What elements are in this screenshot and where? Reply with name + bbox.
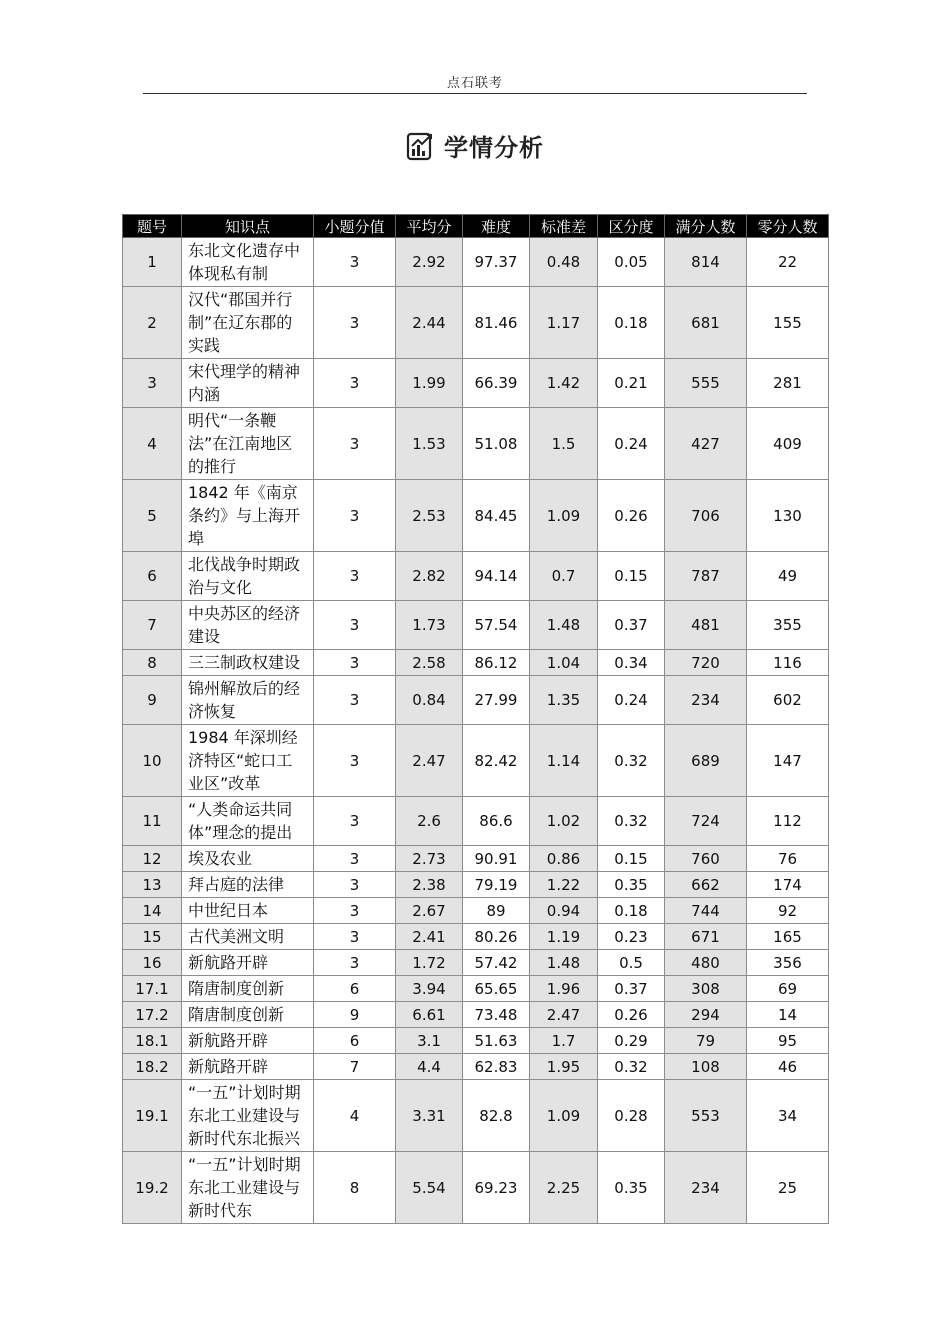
difficulty-cell: 82.8: [463, 1080, 530, 1152]
zero-marks-count-cell: 22: [747, 238, 829, 287]
question-number-cell: 13: [123, 872, 182, 898]
full-marks-count-cell: 79: [665, 1028, 747, 1054]
difficulty-cell: 79.19: [463, 872, 530, 898]
zero-marks-count-cell: 409: [747, 408, 829, 480]
points-cell: 3: [314, 898, 396, 924]
page-title: 学情分析: [444, 134, 544, 162]
discrimination-cell: 0.24: [598, 676, 665, 725]
std-dev-cell: 1.17: [530, 287, 598, 359]
full-marks-count-cell: 234: [665, 1152, 747, 1224]
discrimination-cell: 0.37: [598, 601, 665, 650]
average-cell: 1.73: [396, 601, 463, 650]
points-cell: 3: [314, 725, 396, 797]
average-cell: 3.1: [396, 1028, 463, 1054]
knowledge-point-cell: 中央苏区的经济建设: [182, 601, 314, 650]
average-cell: 0.84: [396, 676, 463, 725]
difficulty-cell: 51.63: [463, 1028, 530, 1054]
zero-marks-count-cell: 174: [747, 872, 829, 898]
std-dev-cell: 1.96: [530, 976, 598, 1002]
table-row: [123, 1152, 829, 1224]
discrimination-cell: 0.21: [598, 359, 665, 408]
knowledge-point-cell: 古代美洲文明: [182, 924, 314, 950]
difficulty-cell: 86.12: [463, 650, 530, 676]
knowledge-point-cell: 明代“一条鞭法”在江南地区的推行: [182, 408, 314, 480]
column-header: 区分度: [598, 215, 665, 238]
discrimination-cell: 0.15: [598, 846, 665, 872]
std-dev-cell: 1.19: [530, 924, 598, 950]
question-number-cell: 7: [123, 601, 182, 650]
table-row: [123, 1028, 829, 1054]
difficulty-cell: 94.14: [463, 552, 530, 601]
zero-marks-count-cell: 356: [747, 950, 829, 976]
header-brand: 点石联考: [446, 76, 503, 91]
points-cell: 3: [314, 676, 396, 725]
points-cell: 3: [314, 238, 396, 287]
zero-marks-count-cell: 165: [747, 924, 829, 950]
column-header: 知识点: [182, 215, 314, 238]
zero-marks-count-cell: 69: [747, 976, 829, 1002]
points-cell: 7: [314, 1054, 396, 1080]
discrimination-cell: 0.35: [598, 872, 665, 898]
question-number-cell: 3: [123, 359, 182, 408]
discrimination-cell: 0.32: [598, 1054, 665, 1080]
table-row: [123, 1080, 829, 1152]
std-dev-cell: 1.48: [530, 950, 598, 976]
points-cell: 4: [314, 1080, 396, 1152]
difficulty-cell: 84.45: [463, 480, 530, 552]
table-row: [123, 552, 829, 601]
discrimination-cell: 0.37: [598, 976, 665, 1002]
difficulty-cell: 62.83: [463, 1054, 530, 1080]
average-cell: 2.53: [396, 480, 463, 552]
header-divider: [143, 93, 807, 94]
difficulty-cell: 69.23: [463, 1152, 530, 1224]
knowledge-point-cell: 东北文化遗存中体现私有制: [182, 238, 314, 287]
chart-icon: [406, 131, 434, 161]
std-dev-cell: 1.95: [530, 1054, 598, 1080]
question-number-cell: 17.2: [123, 1002, 182, 1028]
average-cell: 2.44: [396, 287, 463, 359]
points-cell: 6: [314, 976, 396, 1002]
column-header: 零分人数: [747, 215, 829, 238]
discrimination-cell: 0.32: [598, 797, 665, 846]
question-number-cell: 15: [123, 924, 182, 950]
std-dev-cell: 1.09: [530, 480, 598, 552]
knowledge-point-cell: 北伐战争时期政治与文化: [182, 552, 314, 601]
column-header: 小题分值: [314, 215, 396, 238]
difficulty-cell: 80.26: [463, 924, 530, 950]
std-dev-cell: 1.09: [530, 1080, 598, 1152]
difficulty-cell: 81.46: [463, 287, 530, 359]
full-marks-count-cell: 706: [665, 480, 747, 552]
average-cell: 2.41: [396, 924, 463, 950]
full-marks-count-cell: 481: [665, 601, 747, 650]
points-cell: 6: [314, 1028, 396, 1054]
discrimination-cell: 0.18: [598, 287, 665, 359]
difficulty-cell: 65.65: [463, 976, 530, 1002]
full-marks-count-cell: 744: [665, 898, 747, 924]
zero-marks-count-cell: 49: [747, 552, 829, 601]
difficulty-cell: 82.42: [463, 725, 530, 797]
std-dev-cell: 1.02: [530, 797, 598, 846]
zero-marks-count-cell: 112: [747, 797, 829, 846]
knowledge-point-cell: 隋唐制度创新: [182, 1002, 314, 1028]
points-cell: 3: [314, 408, 396, 480]
column-header: 难度: [463, 215, 530, 238]
question-number-cell: 12: [123, 846, 182, 872]
title-block: [0, 128, 950, 163]
average-cell: 1.72: [396, 950, 463, 976]
average-cell: 2.38: [396, 872, 463, 898]
table-header-row: [123, 215, 829, 238]
discrimination-cell: 0.32: [598, 725, 665, 797]
discrimination-cell: 0.23: [598, 924, 665, 950]
points-cell: 9: [314, 1002, 396, 1028]
question-number-cell: 11: [123, 797, 182, 846]
zero-marks-count-cell: 281: [747, 359, 829, 408]
table-row: [123, 898, 829, 924]
std-dev-cell: 1.5: [530, 408, 598, 480]
table-row: [123, 872, 829, 898]
std-dev-cell: 2.25: [530, 1152, 598, 1224]
discrimination-cell: 0.29: [598, 1028, 665, 1054]
std-dev-cell: 1.35: [530, 676, 598, 725]
question-number-cell: 6: [123, 552, 182, 601]
average-cell: 6.61: [396, 1002, 463, 1028]
column-header: 满分人数: [665, 215, 747, 238]
zero-marks-count-cell: 355: [747, 601, 829, 650]
discrimination-cell: 0.18: [598, 898, 665, 924]
question-number-cell: 16: [123, 950, 182, 976]
knowledge-point-cell: 锦州解放后的经济恢复: [182, 676, 314, 725]
zero-marks-count-cell: 46: [747, 1054, 829, 1080]
table-row: [123, 480, 829, 552]
full-marks-count-cell: 108: [665, 1054, 747, 1080]
difficulty-cell: 86.6: [463, 797, 530, 846]
question-number-cell: 1: [123, 238, 182, 287]
average-cell: 2.92: [396, 238, 463, 287]
zero-marks-count-cell: 155: [747, 287, 829, 359]
difficulty-cell: 89: [463, 898, 530, 924]
zero-marks-count-cell: 95: [747, 1028, 829, 1054]
table-row: [123, 650, 829, 676]
full-marks-count-cell: 689: [665, 725, 747, 797]
points-cell: 3: [314, 797, 396, 846]
knowledge-point-cell: 中世纪日本: [182, 898, 314, 924]
std-dev-cell: 0.94: [530, 898, 598, 924]
difficulty-cell: 90.91: [463, 846, 530, 872]
column-header: 标准差: [530, 215, 598, 238]
std-dev-cell: 0.7: [530, 552, 598, 601]
table-row: [123, 238, 829, 287]
zero-marks-count-cell: 25: [747, 1152, 829, 1224]
average-cell: 3.31: [396, 1080, 463, 1152]
knowledge-point-cell: “人类命运共同体”理念的提出: [182, 797, 314, 846]
table-row: [123, 408, 829, 480]
table-row: [123, 676, 829, 725]
knowledge-point-cell: 新航路开辟: [182, 950, 314, 976]
knowledge-point-cell: “一五”计划时期东北工业建设与新时代东北振兴: [182, 1080, 314, 1152]
full-marks-count-cell: 553: [665, 1080, 747, 1152]
question-number-cell: 19.1: [123, 1080, 182, 1152]
average-cell: 2.47: [396, 725, 463, 797]
points-cell: 3: [314, 552, 396, 601]
discrimination-cell: 0.34: [598, 650, 665, 676]
table-row: [123, 725, 829, 797]
table-row: [123, 1002, 829, 1028]
column-header: 题号: [123, 215, 182, 238]
zero-marks-count-cell: 147: [747, 725, 829, 797]
points-cell: 3: [314, 950, 396, 976]
question-number-cell: 9: [123, 676, 182, 725]
full-marks-count-cell: 480: [665, 950, 747, 976]
full-marks-count-cell: 787: [665, 552, 747, 601]
points-cell: 3: [314, 480, 396, 552]
difficulty-cell: 57.54: [463, 601, 530, 650]
table-row: [123, 287, 829, 359]
points-cell: 3: [314, 872, 396, 898]
table-row: [123, 846, 829, 872]
zero-marks-count-cell: 34: [747, 1080, 829, 1152]
discrimination-cell: 0.5: [598, 950, 665, 976]
average-cell: 2.6: [396, 797, 463, 846]
discrimination-cell: 0.35: [598, 1152, 665, 1224]
knowledge-point-cell: 埃及农业: [182, 846, 314, 872]
points-cell: 3: [314, 601, 396, 650]
zero-marks-count-cell: 116: [747, 650, 829, 676]
zero-marks-count-cell: 14: [747, 1002, 829, 1028]
zero-marks-count-cell: 76: [747, 846, 829, 872]
average-cell: 5.54: [396, 1152, 463, 1224]
full-marks-count-cell: 555: [665, 359, 747, 408]
average-cell: 2.73: [396, 846, 463, 872]
knowledge-point-cell: 新航路开辟: [182, 1028, 314, 1054]
knowledge-point-cell: 1842 年《南京条约》与上海开埠: [182, 480, 314, 552]
question-number-cell: 17.1: [123, 976, 182, 1002]
knowledge-point-cell: 宋代理学的精神内涵: [182, 359, 314, 408]
full-marks-count-cell: 427: [665, 408, 747, 480]
zero-marks-count-cell: 130: [747, 480, 829, 552]
difficulty-cell: 97.37: [463, 238, 530, 287]
question-number-cell: 18.2: [123, 1054, 182, 1080]
full-marks-count-cell: 814: [665, 238, 747, 287]
knowledge-point-cell: 新航路开辟: [182, 1054, 314, 1080]
full-marks-count-cell: 294: [665, 1002, 747, 1028]
question-number-cell: 8: [123, 650, 182, 676]
std-dev-cell: 1.14: [530, 725, 598, 797]
analysis-table: [122, 214, 829, 1224]
table-row: [123, 359, 829, 408]
points-cell: 3: [314, 924, 396, 950]
std-dev-cell: 1.04: [530, 650, 598, 676]
difficulty-cell: 27.99: [463, 676, 530, 725]
points-cell: 3: [314, 846, 396, 872]
std-dev-cell: 1.42: [530, 359, 598, 408]
average-cell: 4.4: [396, 1054, 463, 1080]
difficulty-cell: 73.48: [463, 1002, 530, 1028]
std-dev-cell: 1.7: [530, 1028, 598, 1054]
knowledge-point-cell: “一五”计划时期东北工业建设与新时代东: [182, 1152, 314, 1224]
discrimination-cell: 0.24: [598, 408, 665, 480]
difficulty-cell: 66.39: [463, 359, 530, 408]
difficulty-cell: 57.42: [463, 950, 530, 976]
average-cell: 2.58: [396, 650, 463, 676]
zero-marks-count-cell: 602: [747, 676, 829, 725]
discrimination-cell: 0.28: [598, 1080, 665, 1152]
average-cell: 3.94: [396, 976, 463, 1002]
question-number-cell: 18.1: [123, 1028, 182, 1054]
question-number-cell: 19.2: [123, 1152, 182, 1224]
column-header: 平均分: [396, 215, 463, 238]
knowledge-point-cell: 三三制政权建设: [182, 650, 314, 676]
full-marks-count-cell: 662: [665, 872, 747, 898]
average-cell: 1.53: [396, 408, 463, 480]
points-cell: 3: [314, 359, 396, 408]
discrimination-cell: 0.15: [598, 552, 665, 601]
std-dev-cell: 1.48: [530, 601, 598, 650]
question-number-cell: 14: [123, 898, 182, 924]
full-marks-count-cell: 724: [665, 797, 747, 846]
points-cell: 3: [314, 650, 396, 676]
question-number-cell: 10: [123, 725, 182, 797]
table-row: [123, 797, 829, 846]
discrimination-cell: 0.26: [598, 1002, 665, 1028]
table-body: [123, 238, 829, 1224]
table-row: [123, 1054, 829, 1080]
average-cell: 2.67: [396, 898, 463, 924]
zero-marks-count-cell: 92: [747, 898, 829, 924]
question-number-cell: 2: [123, 287, 182, 359]
std-dev-cell: 1.22: [530, 872, 598, 898]
discrimination-cell: 0.26: [598, 480, 665, 552]
full-marks-count-cell: 760: [665, 846, 747, 872]
question-number-cell: 4: [123, 408, 182, 480]
discrimination-cell: 0.05: [598, 238, 665, 287]
full-marks-count-cell: 234: [665, 676, 747, 725]
std-dev-cell: 2.47: [530, 1002, 598, 1028]
table-row: [123, 601, 829, 650]
full-marks-count-cell: 308: [665, 976, 747, 1002]
question-number-cell: 5: [123, 480, 182, 552]
knowledge-point-cell: 汉代“郡国并行制”在辽东郡的实践: [182, 287, 314, 359]
average-cell: 2.82: [396, 552, 463, 601]
difficulty-cell: 51.08: [463, 408, 530, 480]
knowledge-point-cell: 隋唐制度创新: [182, 976, 314, 1002]
std-dev-cell: 0.48: [530, 238, 598, 287]
table-row: [123, 976, 829, 1002]
knowledge-point-cell: 1984 年深圳经济特区“蛇口工业区”改革: [182, 725, 314, 797]
full-marks-count-cell: 671: [665, 924, 747, 950]
table-row: [123, 924, 829, 950]
points-cell: 8: [314, 1152, 396, 1224]
points-cell: 3: [314, 287, 396, 359]
average-cell: 1.99: [396, 359, 463, 408]
knowledge-point-cell: 拜占庭的法律: [182, 872, 314, 898]
full-marks-count-cell: 720: [665, 650, 747, 676]
full-marks-count-cell: 681: [665, 287, 747, 359]
table-row: [123, 950, 829, 976]
std-dev-cell: 0.86: [530, 846, 598, 872]
